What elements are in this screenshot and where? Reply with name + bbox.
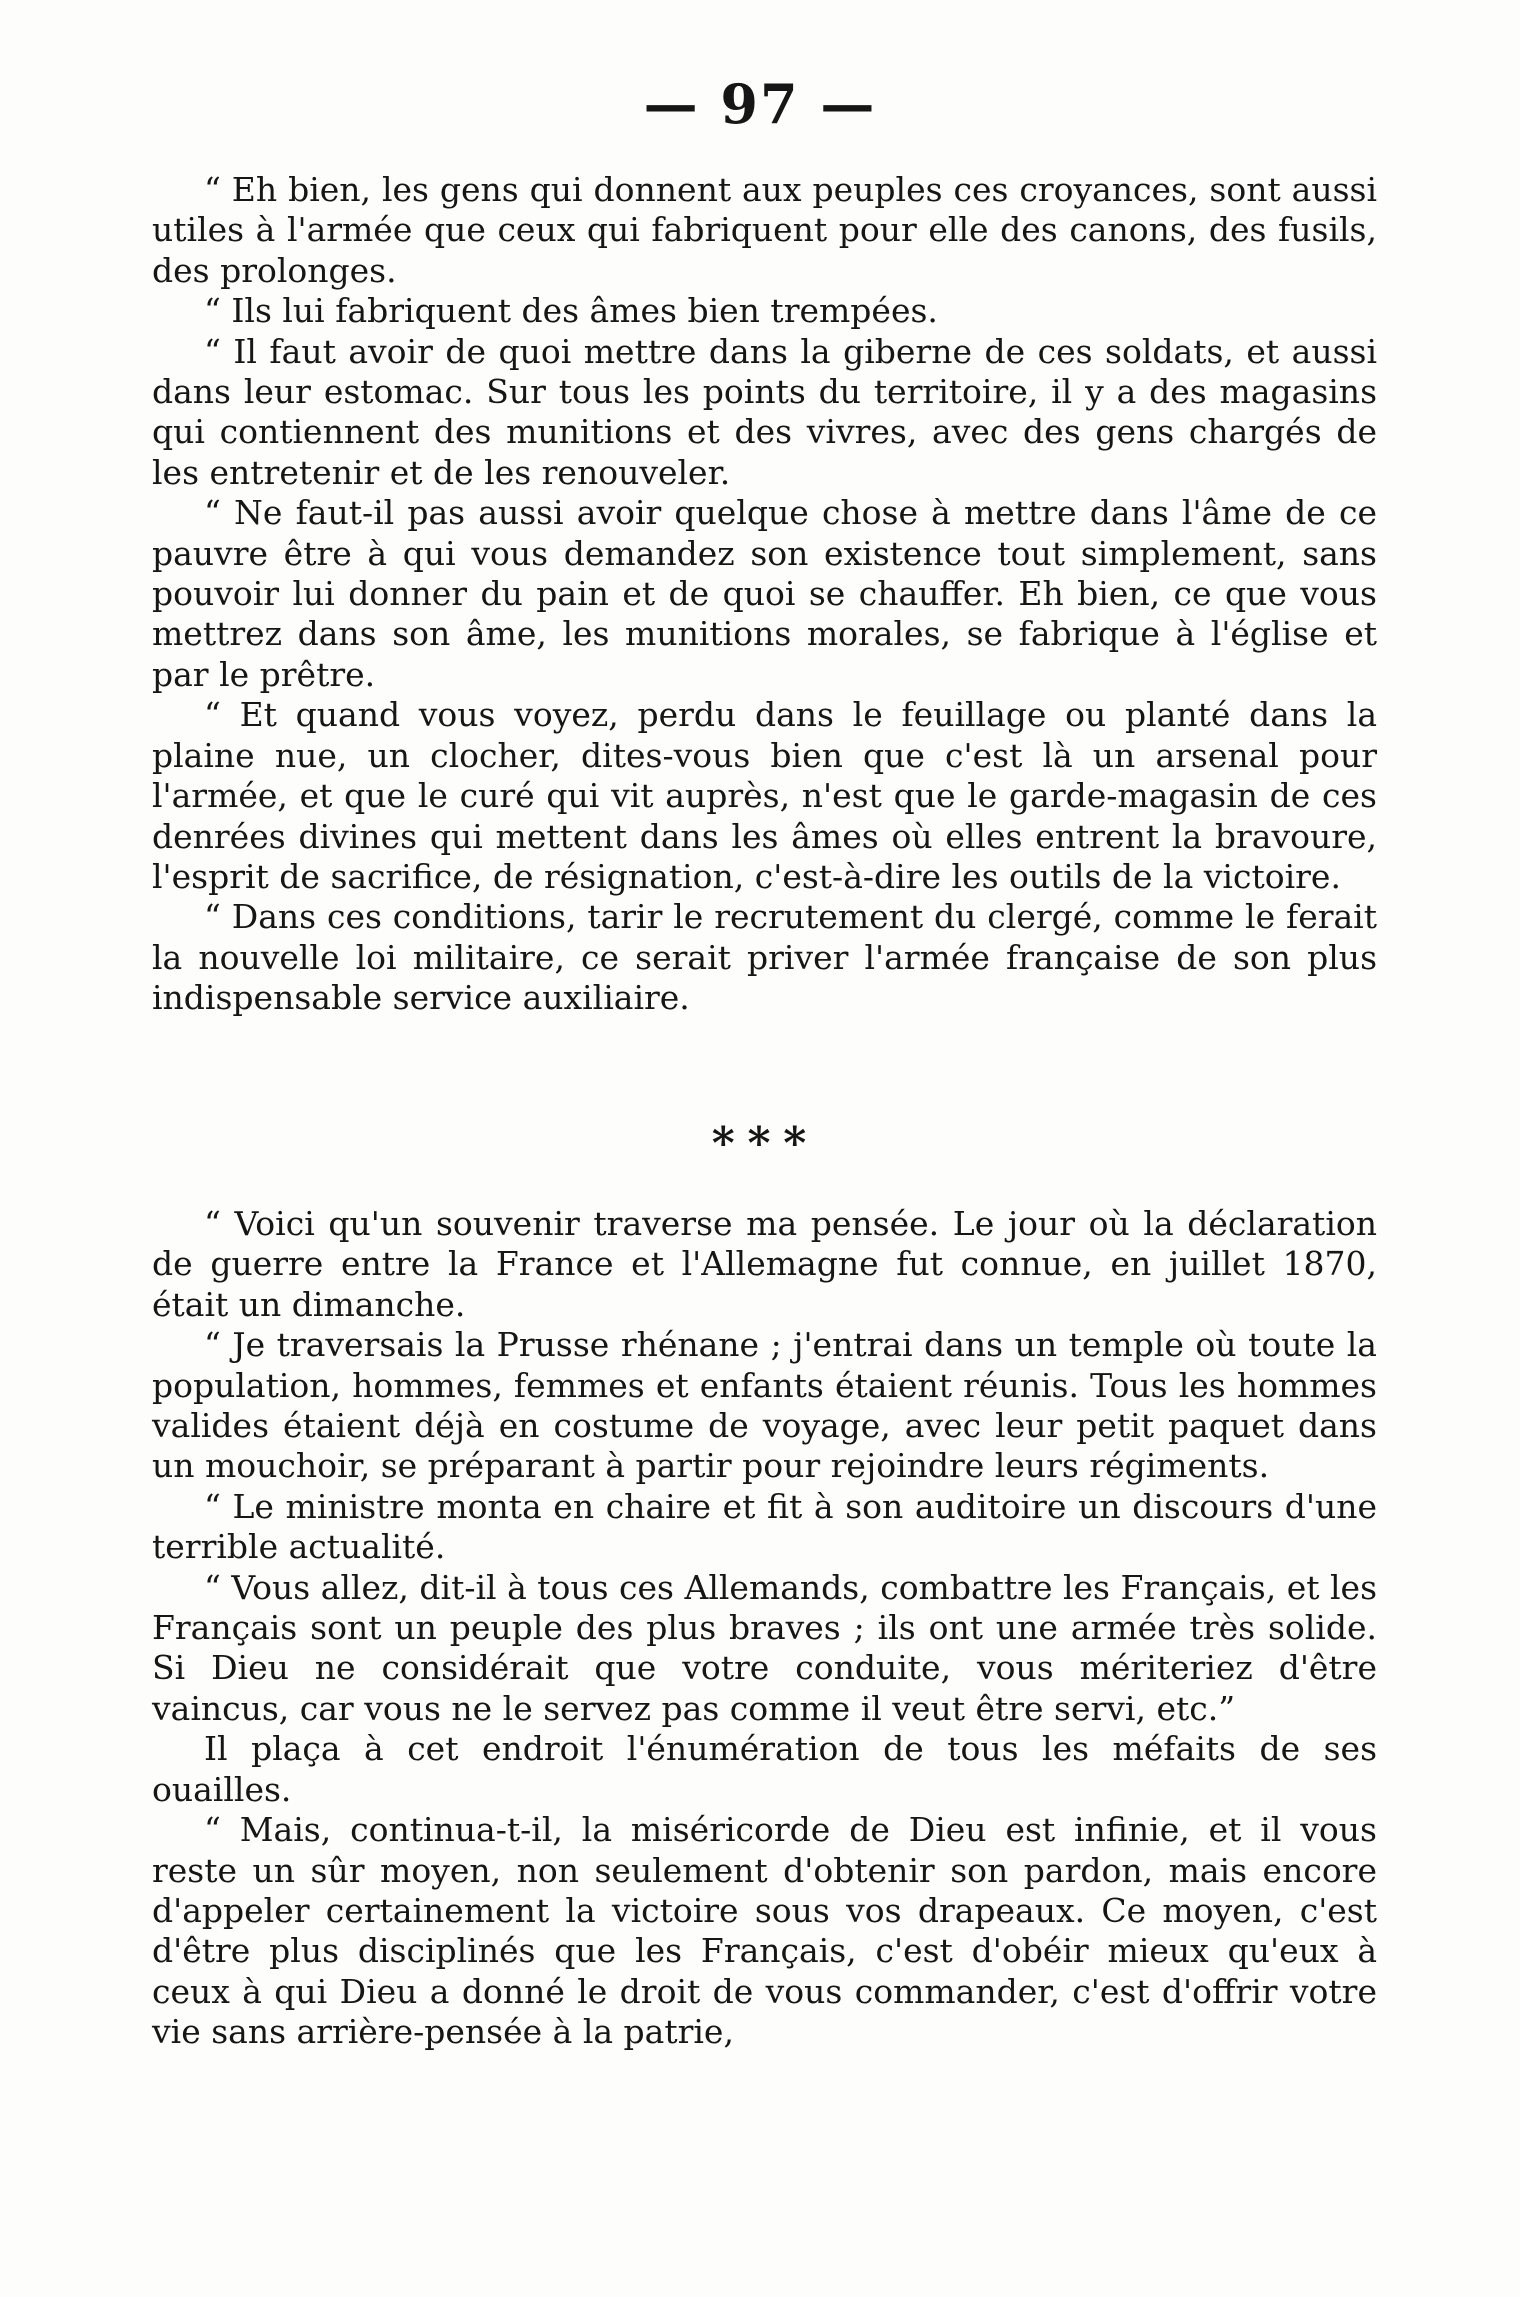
text-section-1 (152, 170, 1377, 1019)
paragraph: “ Dans ces conditions, tarir le recrutement du clergé, comme le ferait la nouvelle loi militaire, ce serait priver l'armée française de son plus indispensable service auxiliaire. (152, 897, 1377, 1018)
paragraph: “ Voici qu'un souvenir traverse ma pensée. Le jour où la déclaration de guerre entre la France et l'Allemagne fut connue, en juillet 1870, était un dimanche. (152, 1204, 1377, 1324)
paragraph: “ Et quand vous voyez, perdu dans le feuillage ou planté dans la plaine nue, un clocher, dites-vous bien que c'est là un arsenal pour l'armée, et que le curé qui vit auprès, n'est que le garde-magasin de ces denrées divines qui mettent dans les âmes où elles entrent la bravoure, l'esprit de sacrifice, de résignation, c'est-à-dire les outils de la victoire. (152, 695, 1377, 896)
text-section-2 (152, 1204, 1377, 2053)
paragraph: “ Je traversais la Prusse rhénane ; j'entrai dans un temple où toute la population, hommes, femmes et enfants étaient réunis. Tous les hommes valides étaient déjà en costume de voyage, avec leur petit paquet dans un mouchoir, se préparant à partir pour rejoindre leurs régiments. (152, 1325, 1377, 1486)
paragraph: “ Eh bien, les gens qui donnent aux peuples ces croyances, sont aussi utiles à l'armée que ceux qui fabriquent pour elle des canons, des fusils, des prolonges. (152, 170, 1377, 290)
paragraph: “ Ils lui fabriquent des âmes bien trempées. (204, 291, 938, 331)
paragraph: “ Ne faut-il pas aussi avoir quelque chose à mettre dans l'âme de ce pauvre être à qui vous demandez son existence tout simplement, sans pouvoir lui donner du pain et de quoi se chauffer. Eh bien, ce que vous mettrez dans son âme, les munitions morales, se fabrique à l'église et par le prêtre. (152, 493, 1377, 694)
paragraph: “ Vous allez, dit-il à tous ces Allemands, combattre les Français, et les Français sont un peuple des plus braves ; ils ont une armée très solide. Si Dieu ne considérait que votre conduite, vous mériteriez d'être vaincus, car vous ne le servez pas comme il veut être servi, etc.” (152, 1567, 1377, 1728)
paragraph: “ Il faut avoir de quoi mettre dans la giberne de ces soldats, et aussi dans leur estomac. Sur tous les points du territoire, il y a des magasins qui contiennent des munitions et des vivres, avec des gens chargés de les entretenir et de les renouveler. (152, 331, 1377, 492)
paragraph: Il plaça à cet endroit l'énumération de tous les méfaits de ses ouailles. (152, 1729, 1377, 1809)
paragraph: “ Le ministre monta en chaire et fit à son auditoire un discours d'une terrible actualité. (152, 1486, 1377, 1567)
section-separator: * * * (711, 1118, 809, 1169)
page-number: — 97 — (643, 72, 877, 136)
paragraph: “ Mais, continua-t-il, la miséricorde de Dieu est infinie, et il vous reste un sûr moyen, non seulement d'obtenir son pardon, mais encore d'appeler certainement la victoire sous vos drapeaux. Ce moyen, c'est d'être plus disciplinés que les Français, c'est d'obéir mieux qu'eux à ceux à qui Dieu a donné le droit de vous commander, c'est d'offrir votre vie sans arrière-pensée à la patrie, (152, 1810, 1377, 2052)
